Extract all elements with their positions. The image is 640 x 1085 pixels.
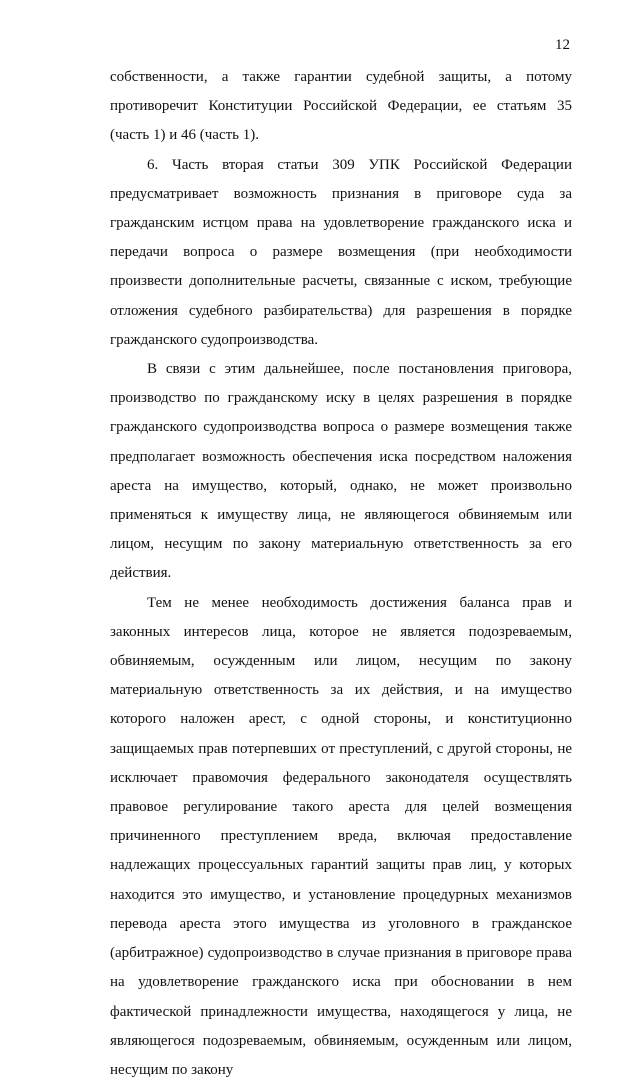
- page-number: 12: [555, 37, 570, 53]
- document-body: [110, 63, 572, 1085]
- paragraph-civil-claim-proceedings: В связи с этим дальнейшее, после постановления приговора, производство по гражданскому иску в целях разрешения в порядке гражданского судопроизводства вопроса о размере возмещения также предполагает возможность обеспечения иска посредством наложения ареста на имущество, который, однако, не может произвольно применяться к имуществу лица, не являющегося обвиняемым или лицом, несущим по закону материальную ответственность за его действия.: [110, 361, 572, 582]
- paragraph-balance-of-rights: Тем не менее необходимость достижения баланса прав и законных интересов лица, которое не является подозреваемым, обвиняемым, осужденным или лицом, несущим по закону материальную ответственность за их действия, и на имущество которого наложен арест, с одной стороны, и конституционно защищаемых прав потерпевших от преступлений, с другой стороны, не исключает правомочия федерального законодателя осуществлять правовое регулирование такого ареста для целей возмещения причиненного преступлением вреда, включая предоставление надлежащих процессуальных гарантий защиты прав лиц, у которых находится это имущество, и установление процедурных механизмов перевода ареста этого имущества из уголовного в гражданское (арбитражное) судопроизводство в случае признания в приговоре права на удовлетворение гражданского иска при обосновании в нем фактической принадлежности имущества, находящегося у лица, не являющегося подозреваемым, обвиняемым, осужденным или лицом, несущим по закону: [110, 594, 572, 1078]
- paragraph-item-6: 6. Часть вторая статьи 309 УПК Российской Федерации предусматривает возможность признания в приговоре суда за гражданским истцом права на удовлетворение гражданского иска и передачи вопроса о размере возмещения (при необходимости произвести дополнительные расчеты, связанные с иском, требующие отложения судебного разбирательства) для разрешения в порядке гражданского судопроизводства.: [110, 156, 572, 348]
- paragraph-continuation: собственности, а также гарантии судебной защиты, а потому противоречит Конституции Российской Федерации, ее статьям 35 (часть 1) и 46 (часть 1).: [110, 69, 572, 144]
